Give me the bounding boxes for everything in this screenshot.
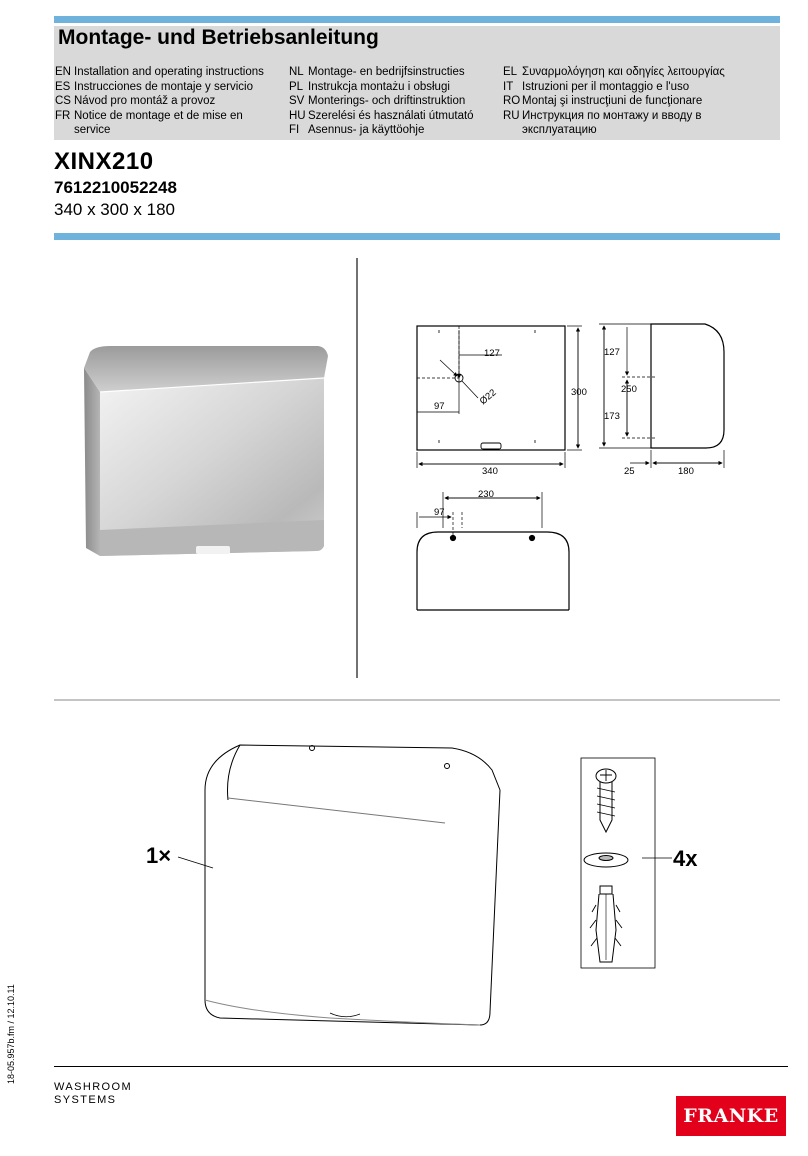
dim-label: 300: [571, 387, 587, 398]
franke-logo: FRANKE: [676, 1096, 786, 1136]
dispenser-outline-drawing: [178, 745, 500, 1025]
dim-label: 180: [678, 466, 694, 477]
dim-label: 25: [624, 466, 635, 477]
language-entry: SV Monterings- och driftinstruktion: [289, 95, 466, 108]
dim-label: 340: [482, 466, 498, 477]
dim-label: 127: [604, 347, 620, 358]
document-code: 18-05.957b.fm / 12.10.11: [6, 984, 16, 1084]
model-number: XINX210: [54, 148, 154, 175]
language-entry: ES Instrucciones de montaje y servicio: [55, 80, 253, 93]
language-entry: EL Συναρμολόγηση και οδηγίες λειτουργίας: [503, 66, 725, 78]
dim-label: 97: [434, 507, 445, 518]
fixings-quantity: 4x: [673, 846, 698, 871]
language-entry: NL Montage- en bedrijfsinstructies: [289, 66, 465, 78]
dim-label: 173: [604, 411, 620, 422]
footer-divider: [54, 1066, 788, 1067]
language-entry: FR Notice de montage et de mise en service: [55, 109, 243, 137]
dispenser-quantity: 1×: [146, 843, 172, 868]
language-entry: EN Installation and operating instructions: [55, 66, 264, 78]
dim-label: 230: [478, 489, 494, 500]
language-entry: PL Instrukcja montażu i obsługi: [289, 80, 450, 93]
product-photo: [84, 346, 328, 556]
language-entry: HU Szerelési és használati útmutató: [289, 109, 474, 122]
language-entry: RU Инструкция по монтажу и вводу в эксплуатацию: [503, 109, 702, 137]
dim-label: 127: [484, 348, 500, 359]
language-entry: IT Istruzioni per il montaggio e l'uso: [503, 80, 690, 93]
product-dimensions: 340 x 300 x 180: [54, 200, 175, 219]
division-name: WASHROOM SYSTEMS: [54, 1081, 133, 1106]
dim-label: Ø22: [477, 387, 499, 408]
fixings-drawing: [581, 758, 672, 968]
side-view-drawing: [599, 324, 724, 468]
language-entry: RO Montaj şi instrucţiuni de funcţionare: [503, 95, 703, 108]
dim-label: 250: [621, 384, 637, 395]
dim-label: 97: [434, 401, 445, 412]
document-title: Montage- und Betriebsanleitung: [58, 26, 379, 49]
language-entry: FI Asennus- ja käyttöohje: [289, 124, 425, 137]
language-entry: CS Návod pro montáž a provoz: [55, 95, 216, 108]
ean-code: 7612210052248: [54, 178, 177, 197]
